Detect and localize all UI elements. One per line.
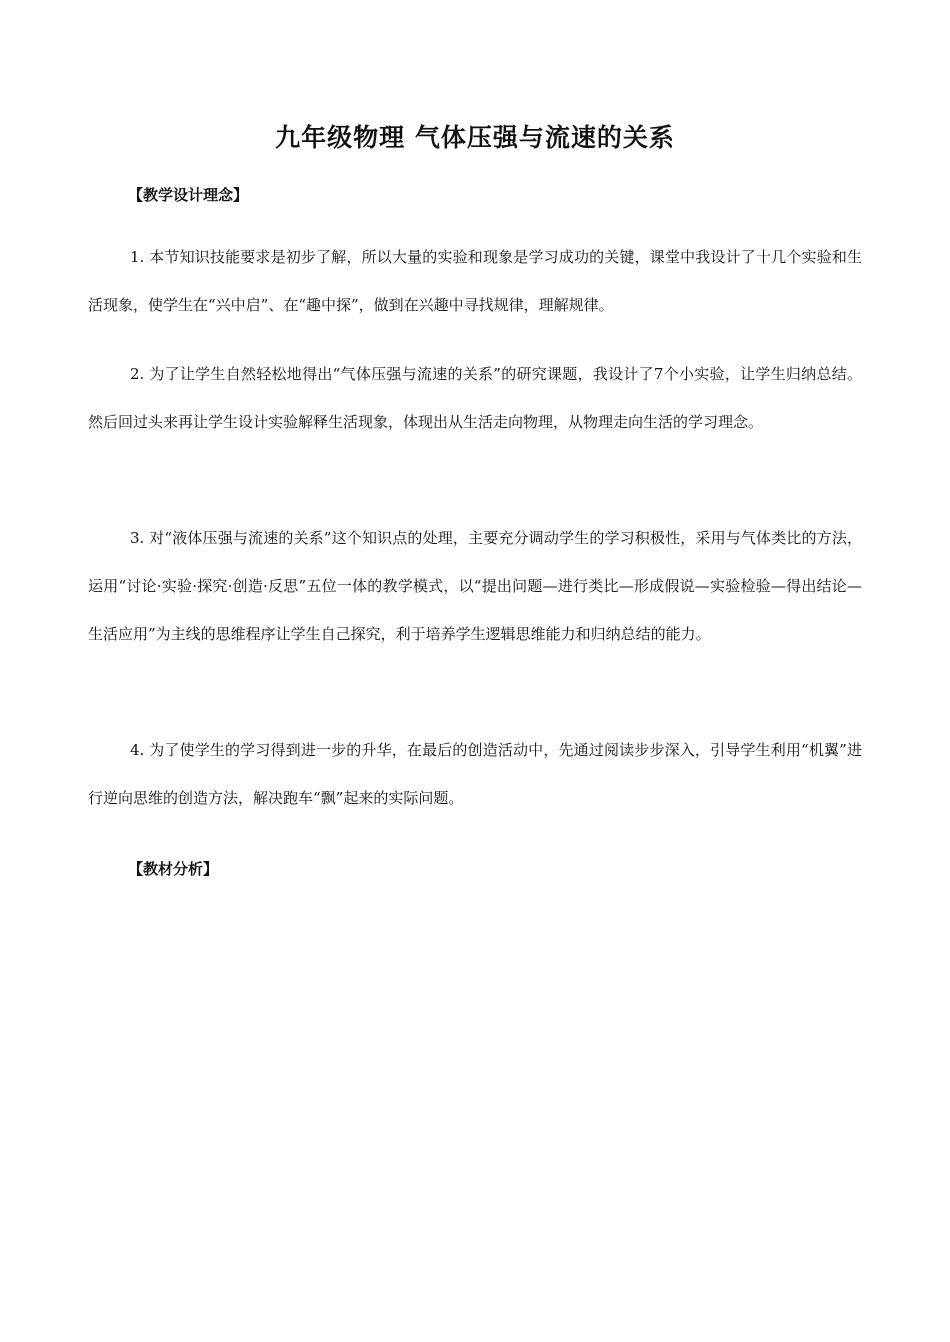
paragraph-1: 1. 本节知识技能要求是初步了解，所以大量的实验和现象是学习成功的关键，课堂中我设计了十几个实验和生活现象，使学生在“兴中启”、在“趣中探”，做到在兴趣中寻找规律，理解规律。: [88, 248, 862, 314]
section-heading-design-concept: 【教学设计理念】: [128, 186, 249, 204]
document-title: 九年级物理 气体压强与流速的关系: [275, 123, 675, 152]
paragraph-3: 3. 对“液体压强与流速的关系”这个知识点的处理，主要充分调动学生的学习积极性，采用与气体类比的方法，运用“讨论·实验·探究·创造·反思”五位一体的教学模式，以“提出问题—进行类比—形成假说—实验检验—得出结论—生活应用”为主线的思维程序让学生自己探究，利于培养学生逻辑思维能力和归纳总结的能力。: [88, 529, 862, 643]
section-heading-textbook-analysis: 【教材分析】: [128, 860, 219, 878]
paragraph-4: 4. 为了使学生的学习得到进一步的升华，在最后的创造活动中，先通过阅读步步深入，引导学生利用“机翼”进行逆向思维的创造方法，解决跑车“飘”起来的实际问题。: [88, 741, 862, 807]
paragraph-2: 2. 为了让学生自然轻松地得出“气体压强与流速的关系”的研究课题，我设计了7个小实验，让学生归纳总结。然后回过头来再让学生设计实验解释生活现象，体现出从生活走向物理，从物理走向生活的学习理念。: [88, 365, 862, 431]
